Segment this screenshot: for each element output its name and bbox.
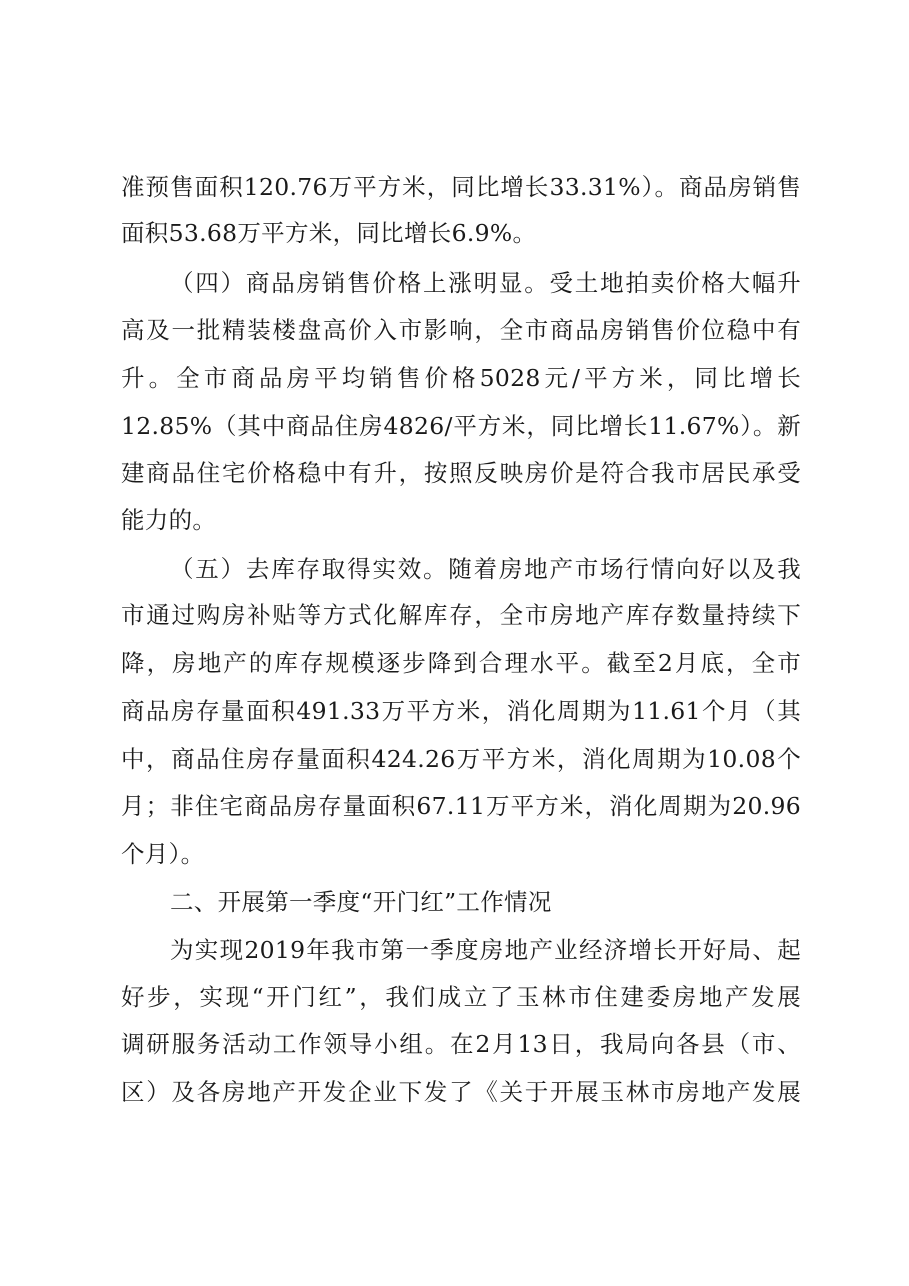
body-text-line: 12.85%（其中商品住房4826/平方米，同比增长11.67%）。新: [121, 412, 801, 440]
body-text-line: 好步，实现“开门红”，我们成立了玉林市住建委房地产发展: [121, 983, 801, 1011]
body-text-line: 调研服务活动工作领导小组。在2月13日，我局向各县（市、: [121, 1030, 801, 1058]
section-two-heading: 二、开展第一季度“开门红”工作情况: [170, 888, 552, 916]
body-text-line: 升。全市商品房平均销售价格5028元/平方米，同比增长: [121, 364, 801, 392]
body-text-line: 准预售面积120.76万平方米，同比增长33.31%）。商品房销售: [121, 173, 801, 201]
body-text-line: 面积53.68万平方米，同比增长6.9%。: [121, 219, 537, 247]
body-text-line: 降，房地产的库存规模逐步降到合理水平。截至2月底，全市: [121, 649, 801, 677]
section-four-heading-line: （四）商品房销售价格上涨明显。受土地拍卖价格大幅升: [170, 269, 801, 297]
section-five-heading-line: （五）去库存取得实效。随着房地产市场行情向好以及我: [170, 555, 801, 583]
body-text-line: 区）及各房地产开发企业下发了《关于开展玉林市房地产发展: [121, 1078, 801, 1106]
body-text-line: 为实现2019年我市第一季度房地产业经济增长开好局、起: [170, 936, 801, 964]
body-text-line: 个月）。: [121, 840, 205, 868]
body-text-line: 商品房存量面积491.33万平方米，消化周期为11.61个月（其: [121, 697, 801, 725]
body-text-line: 建商品住宅价格稳中有升，按照反映房价是符合我市居民承受: [121, 459, 801, 487]
body-text-line: 能力的。: [121, 506, 217, 534]
body-text-line: 月；非住宅商品房存量面积67.11万平方米，消化周期为20.96: [121, 792, 801, 820]
body-text-line: 中，商品住房存量面积424.26万平方米，消化周期为10.08个: [121, 745, 801, 773]
body-text-line: 高及一批精装楼盘高价入市影响，全市商品房销售价位稳中有: [121, 316, 801, 344]
body-text-line: 市通过购房补贴等方式化解库存，全市房地产库存数量持续下: [121, 601, 801, 629]
